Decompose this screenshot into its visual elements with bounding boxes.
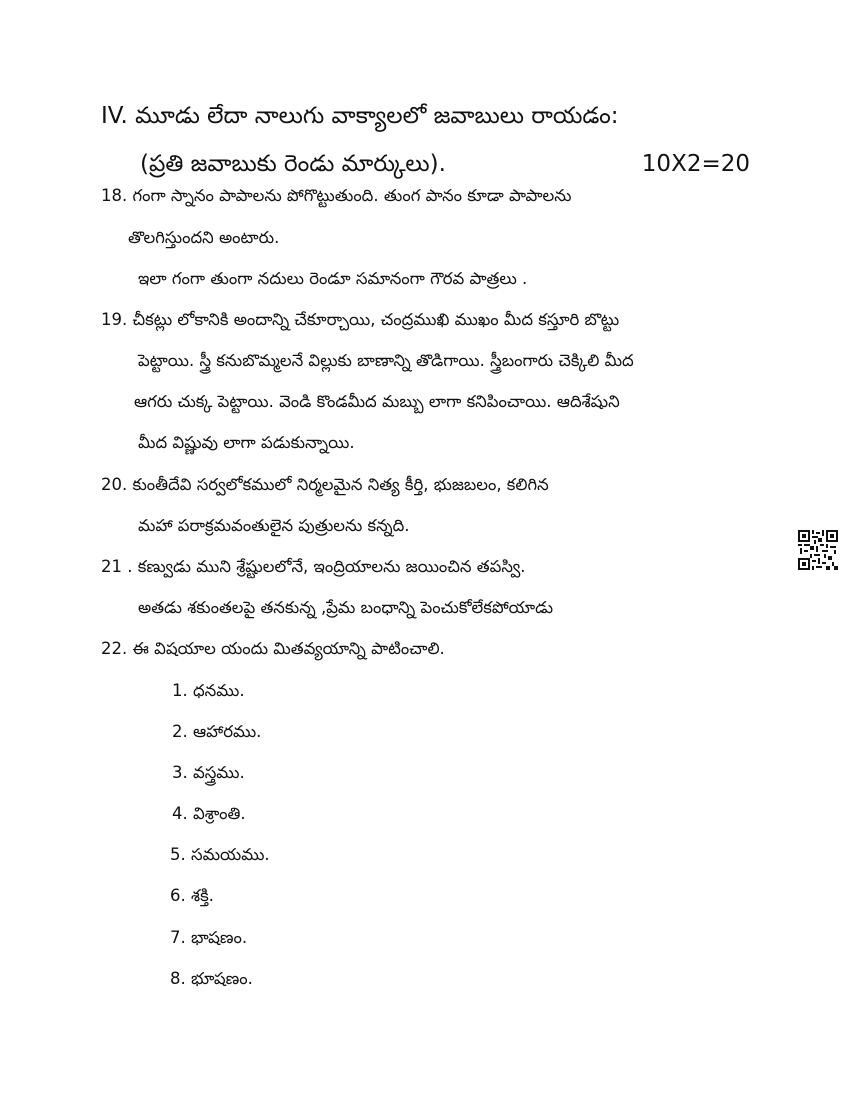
marks-note: (ప్రతి జవాబుకు రెండు మార్కులు). xyxy=(140,151,446,177)
section-heading: IV. మూడు లేదా నాలుగు వాక్యాలలో జవాబులు రాయడం: xyxy=(101,103,619,129)
list-item-1: 1. ధనము. xyxy=(172,681,245,700)
answer-19-line-4: మీద విష్ణువు లాగా పడుకున్నాయి. xyxy=(138,433,355,452)
answer-21-line-1: 21 . కణ్వుడు ముని శ్రేష్టులలోనే, ఇంద్రియాలను జయించిన తపస్వి. xyxy=(101,557,526,576)
answer-22-intro: 22. ఈ విషయాల యందు మితవ్యయాన్ని పాటించాలి. xyxy=(101,639,445,658)
list-item-7: 7. భాషణం. xyxy=(170,928,248,947)
answer-19-line-2: పెట్టాయి. స్త్రీ కనుబొమ్మలనే విల్లుకు బాణాన్ని తొడిగాయి. స్త్రీబంగారు చెక్కిలి మీద xyxy=(138,351,634,370)
list-item-5: 5. సమయము. xyxy=(170,845,270,864)
list-item-3: 3. వస్త్రము. xyxy=(172,763,245,782)
list-item-8: 8. భూషణం. xyxy=(170,969,253,988)
list-item-4: 4. విశ్రాంతి. xyxy=(172,804,246,823)
section-subheading xyxy=(140,148,750,180)
list-item-2: 2. ఆహారము. xyxy=(172,722,262,741)
answer-19-line-3: ఆగరు చుక్క పెట్టాయి. వెండి కొండమీద మబ్బు లాగా కనిపించాయి. ఆదిశేషుని xyxy=(134,392,620,411)
answer-18-line-3: ఇలా గంగా తుంగా నదులు రెండూ సమానంగా గౌరవ పాత్రలు . xyxy=(138,269,528,288)
answer-19-line-1: 19. చీకట్లు లోకానికి అందాన్ని చేకూర్చాయి, చంద్రముఖి ముఖం మీద కస్తూరి బొట్టు xyxy=(101,310,620,329)
answer-20-line-1: 20. కుంతీదేవి సర్వలోకములో నిర్మలమైన నిత్య కీర్తి, భుజబలం, కలిగిన xyxy=(101,475,549,494)
marks-total: 10X2=20 xyxy=(641,151,750,177)
answer-21-line-2: అతడు శకుంతలపై తనకున్న ,ప్రేమ బంధాన్ని పెంచుకోలేకపోయాడు xyxy=(138,598,554,617)
answer-20-line-2: మహా పరాక్రమవంతులైన పుత్రులను కన్నది. xyxy=(138,516,410,535)
qr-code-icon xyxy=(798,530,838,570)
list-item-6: 6. శక్తి. xyxy=(170,886,214,905)
answer-18-line-1: 18. గంగా స్నానం పాపాలను పోగొట్టుతుంది. తుంగ పానం కూడా పాపాలను xyxy=(101,186,572,205)
answer-18-line-2: తొలగిస్తుందని అంటారు. xyxy=(128,228,280,247)
